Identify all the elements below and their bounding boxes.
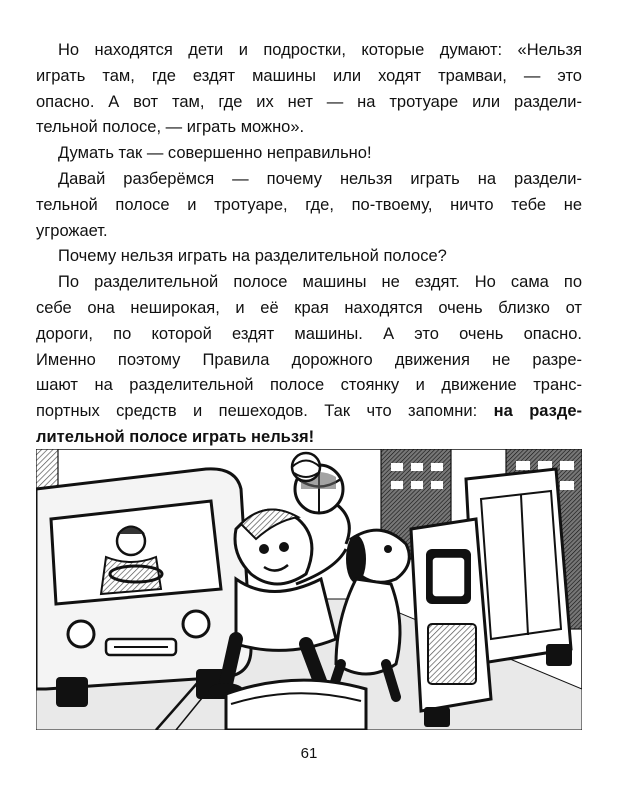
text-line: себе она неширокая, и её края находятся очень близко от <box>36 298 582 317</box>
bus-illustration <box>36 469 251 707</box>
paragraph-2 <box>36 141 582 167</box>
paragraph-3 <box>36 167 582 244</box>
text-line: По разделительной полосе машины не ездят. Но сама по <box>58 273 582 292</box>
text-line-mixed <box>36 399 582 425</box>
paragraph-4 <box>36 244 582 270</box>
text-span: портных средств и пешеходов. Так что запомни: <box>36 402 494 421</box>
paragraph-1 <box>36 38 582 141</box>
text-line: Думать так — совершенно неправильно! <box>58 144 372 163</box>
text-line: тельной полосе и тротуаре, где, по-твоему, ничто тебе не <box>36 195 582 214</box>
text-line: Но находятся дети и подростки, которые думают: «Нельзя <box>58 41 582 59</box>
paragraph-5 <box>36 270 582 451</box>
text-line: играть там, где ездят машины или ходят трамваи, — это <box>36 66 582 85</box>
text-line: Именно поэтому Правила дорожного движения не разре- <box>36 350 582 369</box>
text-line: дороги, по которой ездят машины. А это очень опасно. <box>36 324 582 343</box>
bold-text-line: лительной полосе играть нельзя! <box>36 427 315 446</box>
bold-text-span: на разде- <box>493 402 582 421</box>
text-line: угрожает. <box>36 221 108 240</box>
text-line: шают на разделительной полосе стоянку и движение транс- <box>36 376 582 395</box>
text-line: Почему нельзя играть на разделительной полосе? <box>58 247 447 266</box>
median-curb <box>226 680 366 730</box>
text-line: опасно. А вот там, где их нет — на тротуаре или раздели- <box>36 92 582 111</box>
text-line: тельной полосе, — играть можно». <box>36 118 305 137</box>
ball-illustration <box>292 453 320 481</box>
text-line: Давай разберёмся — почему нельзя играть на раздели- <box>58 169 582 188</box>
page-number: 61 <box>300 745 318 762</box>
illustration-street-scene <box>36 449 582 730</box>
page-text <box>36 38 582 477</box>
